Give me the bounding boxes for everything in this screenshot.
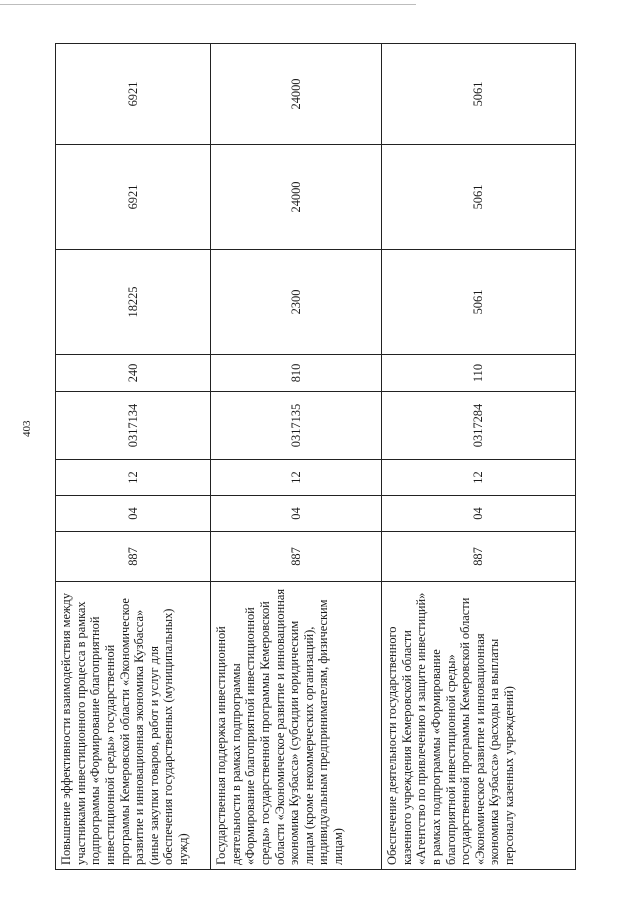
section-code: 04	[211, 496, 382, 532]
subsection-code: 12	[56, 460, 211, 496]
amount-year-1: 18225	[56, 250, 211, 355]
subsection-code: 12	[211, 460, 382, 496]
expense-type-code: 810	[211, 355, 382, 392]
ministry-code: 887	[382, 532, 576, 582]
amount-year-2: 6921	[56, 145, 211, 250]
subsection-code: 12	[382, 460, 576, 496]
amount-year-2: 24000	[211, 145, 382, 250]
section-code: 04	[56, 496, 211, 532]
amount-year-3: 6921	[56, 44, 211, 145]
section-code: 04	[382, 496, 576, 532]
row-description: Обеспечение деятельности государственного казенного учреждения Кемеровской области «Агентство по привлечению и защите инвестиций» в рамках подпрограммы «Формирование благоприятной инвестиционной среды» государственной программы Кемеровской области «Экономическое развитие и инновационная экономика Кузбасса» (расходы на выплаты персоналу казенных учреждений)	[382, 582, 576, 870]
target-article-code: 0317134	[56, 392, 211, 460]
expense-type-code: 110	[382, 355, 576, 392]
budget-table	[55, 43, 576, 870]
scan-edge-line	[0, 4, 416, 5]
target-article-code: 0317284	[382, 392, 576, 460]
amount-year-3: 24000	[211, 44, 382, 145]
amount-year-1: 2300	[211, 250, 382, 355]
amount-year-1: 5061	[382, 250, 576, 355]
ministry-code: 887	[211, 532, 382, 582]
table-row	[211, 44, 382, 870]
amount-year-2: 5061	[382, 145, 576, 250]
row-description: Повышение эффективности взаимодействия между участниками инвестиционного процесса в рамках подпрограммы «Формирование благоприятной инвестиционной среды» государственной программы Кемеровской области «Экономическое развитие и инновационная экономика Кузбасса» (иные закупки товаров, работ и услуг для обеспечения государственных (муниципальных) нужд)	[56, 582, 211, 870]
budget-table-page	[55, 44, 575, 870]
target-article-code: 0317135	[211, 392, 382, 460]
page-number: 403	[21, 420, 33, 437]
table-row	[56, 44, 211, 870]
ministry-code: 887	[56, 532, 211, 582]
expense-type-code: 240	[56, 355, 211, 392]
table-row	[382, 44, 576, 870]
row-description: Государственная поддержка инвестиционной деятельности в рамках подпрограммы «Формирование благоприятной инвестиционной среды» государственной программы Кемеровской области «Экономическое развитие и инновационная экономика Кузбасса» (субсидии юридическим лицам (кроме некоммерческих организаций), индивидуальным предпринимателям, физическим лицам)	[211, 582, 382, 870]
amount-year-3: 5061	[382, 44, 576, 145]
